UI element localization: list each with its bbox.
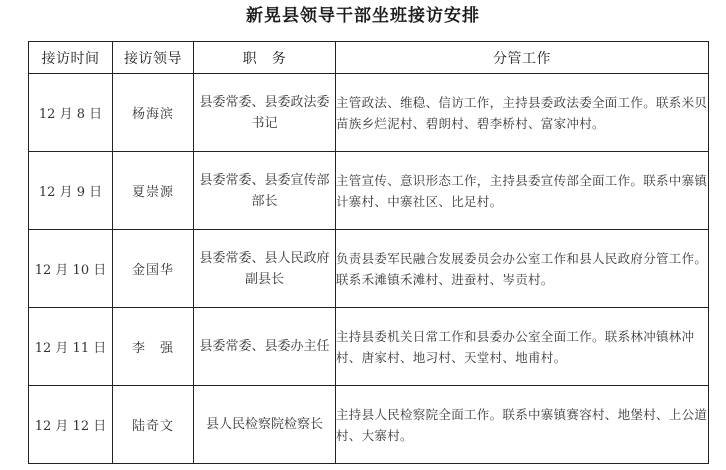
leader-position: 县委常委、县委办主任 [194,308,336,386]
leader-duties: 负责县委军民融合发展委员会办公室工作和县人民政府分管工作。联系禾滩镇禾滩村、进蚕村、岑贡村。 [336,230,709,308]
leader-name: 夏崇源 [113,152,194,230]
table-row [29,74,709,152]
page-title: 新晃县领导干部坐班接访安排 [246,6,480,26]
leader-position: 县委常委、县委政法委书记 [194,74,336,152]
table-header-row [29,42,709,74]
leader-duties: 主持县委机关日常工作和县委办公室全面工作。联系林冲镇林冲村、唐家村、地习村、天堂村、地甫村。 [336,308,709,386]
leader-duties: 主管政法、维稳、信访工作，主持县委政法委全面工作。联系米贝苗族乡烂泥村、碧朗村、碧李桥村、富家冲村。 [336,74,709,152]
leader-duties: 主管宣传、意识形态工作，主持县委宣传部全面工作。联系中寨镇计寨村、中寨社区、比足村。 [336,152,709,230]
visit-date: 12 月 9 日 [29,152,113,230]
visit-date: 12 月 12 日 [29,386,113,464]
table-row [29,386,709,464]
leader-name: 陆奇文 [113,386,194,464]
visit-date: 12 月 8 日 [29,74,113,152]
column-header-leader: 接访领导 [113,42,194,74]
leader-position: 县委常委、县人民政府副县长 [194,230,336,308]
column-header-time: 接访时间 [29,42,113,74]
leader-position: 县委常委、县委宣传部部长 [194,152,336,230]
column-header-position: 职 务 [194,42,336,74]
table-row [29,152,709,230]
table-row [29,308,709,386]
leader-name: 金国华 [113,230,194,308]
visit-date: 12 月 10 日 [29,230,113,308]
leader-position: 县人民检察院检察长 [194,386,336,464]
schedule-table [28,41,709,464]
column-header-duties: 分管工作 [336,42,709,74]
table-row [29,230,709,308]
leader-name: 李 强 [113,308,194,386]
leader-name: 杨海滨 [113,74,194,152]
leader-duties: 主持县人民检察院全面工作。联系中寨镇赛容村、地堡村、上公道村、大寨村。 [336,386,709,464]
visit-date: 12 月 11 日 [29,308,113,386]
